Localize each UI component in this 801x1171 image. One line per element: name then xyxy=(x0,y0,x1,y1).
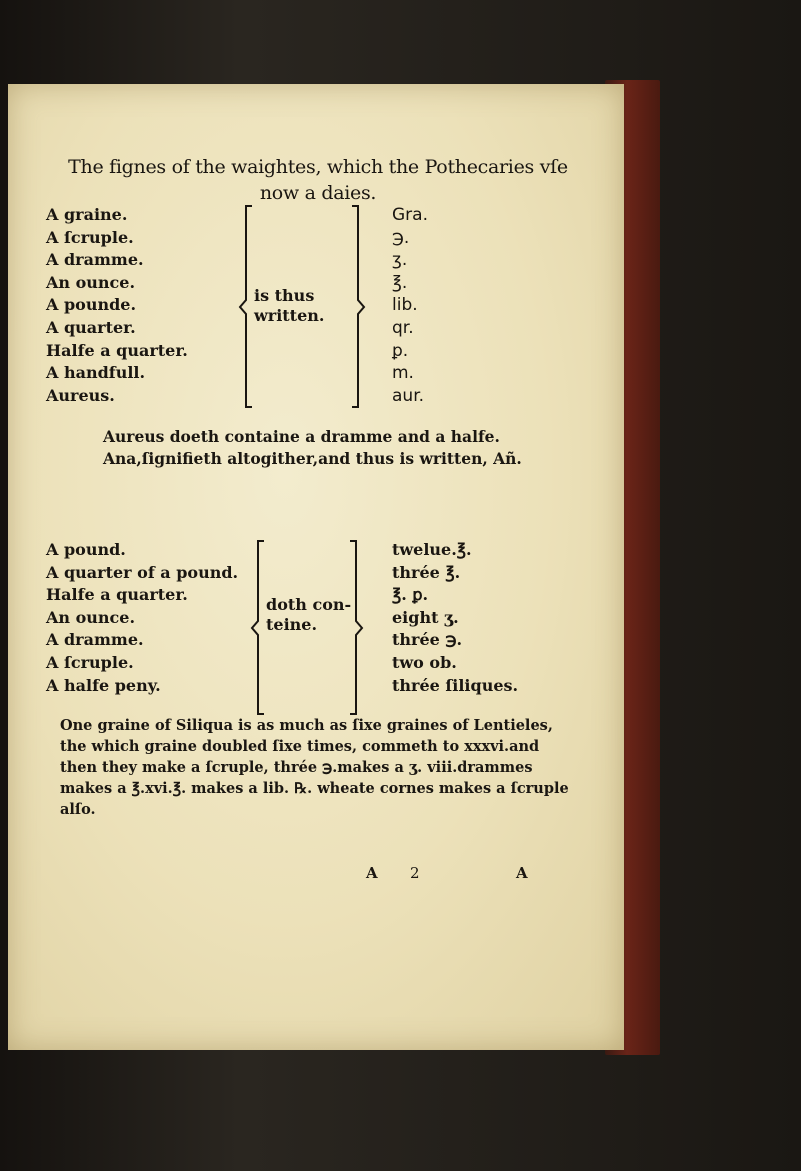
unit-value: ℥. ꝑ. xyxy=(392,585,429,605)
unit-name: A ſcruple. xyxy=(46,652,134,672)
unit-value: thrée ℥. xyxy=(392,562,461,582)
weights-names-column xyxy=(46,204,256,407)
weight-name: A handfull. xyxy=(46,363,146,383)
unit-value: eight ʒ. xyxy=(392,607,459,627)
unit-name: An ounce. xyxy=(46,607,136,627)
weight-name: A dramme. xyxy=(46,250,144,270)
unit-value: thrée ſiliques. xyxy=(392,675,519,695)
brace-middle-text-2 xyxy=(266,595,351,635)
weight-symbol: ℥. xyxy=(392,272,408,293)
equivalence-values-column xyxy=(392,539,518,697)
weight-symbol: ℈. xyxy=(392,227,410,248)
weight-name: A ſcruple. xyxy=(46,227,134,247)
heading-line-1: The fignes of the waightes, which the Pothecaries vſe xyxy=(68,156,568,178)
right-brace-2 xyxy=(346,539,368,717)
siliqua-paragraph: One graine of Siliqua is as much as ſixe graines of Lentieles, the which graine doubled ſixe times, commeth to xxxvi.and then they make a ſcruple, thrée ℈.makes a ʒ. viii.drammes makes a ℥.xvi.℥. makes a lib. ℞. wheate cornes makes a ſcruple alſo. xyxy=(60,717,569,818)
brace-middle-text xyxy=(254,286,324,326)
unit-name: A quarter of a pound. xyxy=(46,562,239,582)
unit-value: thrée ℈. xyxy=(392,630,463,650)
signature-number: 2 xyxy=(410,864,420,882)
middle-line-2: teine. xyxy=(266,615,318,634)
book-page xyxy=(8,84,624,1050)
weight-name: A pounde. xyxy=(46,295,137,315)
unit-name: Halfe a quarter. xyxy=(46,585,188,605)
unit-value: two ob. xyxy=(392,652,457,672)
middle-line-2: written. xyxy=(254,306,325,325)
weight-name: An ounce. xyxy=(46,272,136,292)
left-brace xyxy=(234,204,256,410)
weight-name: A graine. xyxy=(46,205,128,224)
signature-mark: A xyxy=(366,864,378,882)
weight-symbol: aur. xyxy=(392,385,425,406)
unit-name: A pound. xyxy=(46,540,126,559)
unit-value: twelue.℥. xyxy=(392,540,472,559)
unit-name: A halfe peny. xyxy=(46,675,161,695)
left-brace-2 xyxy=(246,539,268,717)
right-brace xyxy=(348,204,370,410)
aureus-paragraph: Aureus doeth containe a dramme and a halfe. Ana,ſignifieth altogither,and thus is written, Añ. xyxy=(103,427,522,468)
weight-symbol: qr. xyxy=(392,317,414,338)
weights-symbols-column xyxy=(392,204,428,407)
weight-symbol: Gra. xyxy=(392,205,428,225)
middle-line-1: is thus xyxy=(254,286,315,305)
weight-name: A quarter. xyxy=(46,317,136,337)
heading-line-2: now a daies. xyxy=(259,182,377,204)
middle-line-1: doth con- xyxy=(266,595,352,614)
weight-name: Aureus. xyxy=(46,385,115,405)
catchword: A xyxy=(516,864,528,882)
page-heading xyxy=(48,154,588,206)
weight-symbol: ʒ. xyxy=(392,250,408,271)
weight-symbol: lib. xyxy=(392,295,418,316)
equivalence-names-column xyxy=(46,539,256,697)
weight-symbol: m. xyxy=(392,363,414,384)
unit-name: A dramme. xyxy=(46,630,144,650)
weight-name: Halfe a quarter. xyxy=(46,340,188,360)
weight-symbol: ꝑ. xyxy=(392,340,409,361)
